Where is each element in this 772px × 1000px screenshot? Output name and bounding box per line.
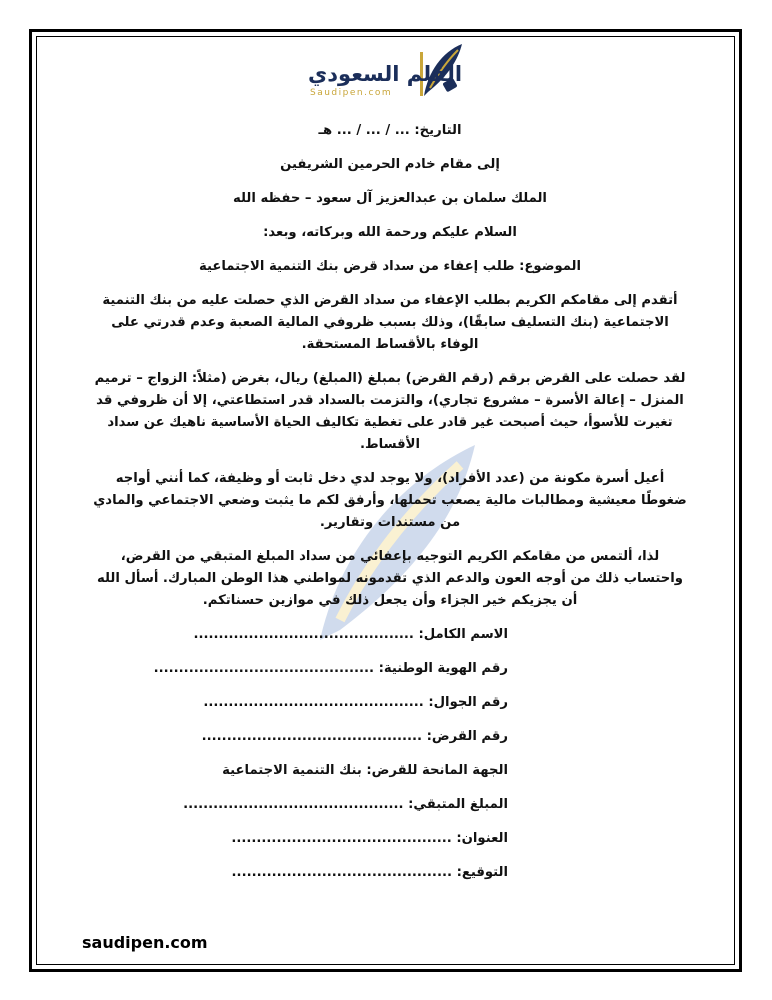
field-address: العنوان: ............................................ bbox=[231, 831, 508, 846]
logo-name: القلم السعودي bbox=[308, 62, 463, 86]
addressee: إلى مقام خادم الحرمين الشريفين bbox=[280, 157, 500, 172]
field-lender: الجهة المانحة للقرض: بنك التنمية الاجتماعية bbox=[222, 763, 508, 778]
letter-body bbox=[92, 120, 688, 896]
paragraph: أعيل أسرة مكونة من (عدد الأفراد)، ولا يوجد لدي دخل ثابت أو وظيفة، كما أنني أواجه ضغوطًا معيشية ومطالبات مالية يصعب تحملها، وأرفق لكم ما يثبت وضعي الاجتماعي والمادي من مستندات وتقارير. bbox=[93, 471, 687, 530]
logo bbox=[300, 42, 470, 104]
paragraph: أتقدم إلى مقامكم الكريم بطلب الإعفاء من سداد القرض الذي حصلت عليه من بنك التنمية الاجتماعية (بنك التسليف سابقًا)، وذلك بسبب ظروفي المالية الصعبة وعدم قدرتي على الوفاء بالأقساط المستحقة. bbox=[102, 293, 678, 352]
field-national-id: رقم الهوية الوطنية: ............................................ bbox=[153, 661, 508, 676]
field-loan-number: رقم القرض: ............................................ bbox=[201, 729, 508, 744]
logo-url: Saudipen.com bbox=[310, 88, 393, 98]
king-name: الملك سلمان بن عبدالعزيز آل سعود – حفظه الله bbox=[233, 191, 547, 206]
paragraph: لذا، ألتمس من مقامكم الكريم التوجيه بإعفائي من سداد المبلغ المتبقي من القرض، واحتساب ذلك من أوجه العون والدعم الذي تقدمونه لمواطني هذا الوطن المبارك. أسأل الله أن يجزيكم خير الجزاء وأن يجعل ذلك في موازين حسناتكم. bbox=[97, 549, 683, 608]
field-signature: التوقيع: ............................................ bbox=[231, 865, 508, 880]
subject: الموضوع: طلب إعفاء من سداد قرض بنك التنمية الاجتماعية bbox=[198, 259, 582, 274]
paragraph: لقد حصلت على القرض برقم (رقم القرض) بمبلغ (المبلغ) ريال، بغرض (مثلاً: الزواج – ترميم المنزل – إعالة الأسرة – مشروع تجاري)، والتزمت بالسداد قدر استطاعتي، إلا أن ظروفي قد تغيرت للأسوأ، حيث أصبحت غير قادر على تغطية تكاليف الحياة الأساسية ناهيك عن سداد الأقساط. bbox=[94, 371, 686, 452]
field-remaining-amount: المبلغ المتبقي: ............................................ bbox=[183, 797, 508, 812]
footer-url: saudipen.com bbox=[82, 933, 208, 952]
field-mobile: رقم الجوال: ............................................ bbox=[203, 695, 508, 710]
date-line: التاريخ: ... / ... / ... هـ bbox=[318, 123, 462, 138]
greeting: السلام عليكم ورحمة الله وبركاته، وبعد: bbox=[263, 225, 517, 240]
field-full-name: الاسم الكامل: ............................................ bbox=[193, 627, 508, 642]
